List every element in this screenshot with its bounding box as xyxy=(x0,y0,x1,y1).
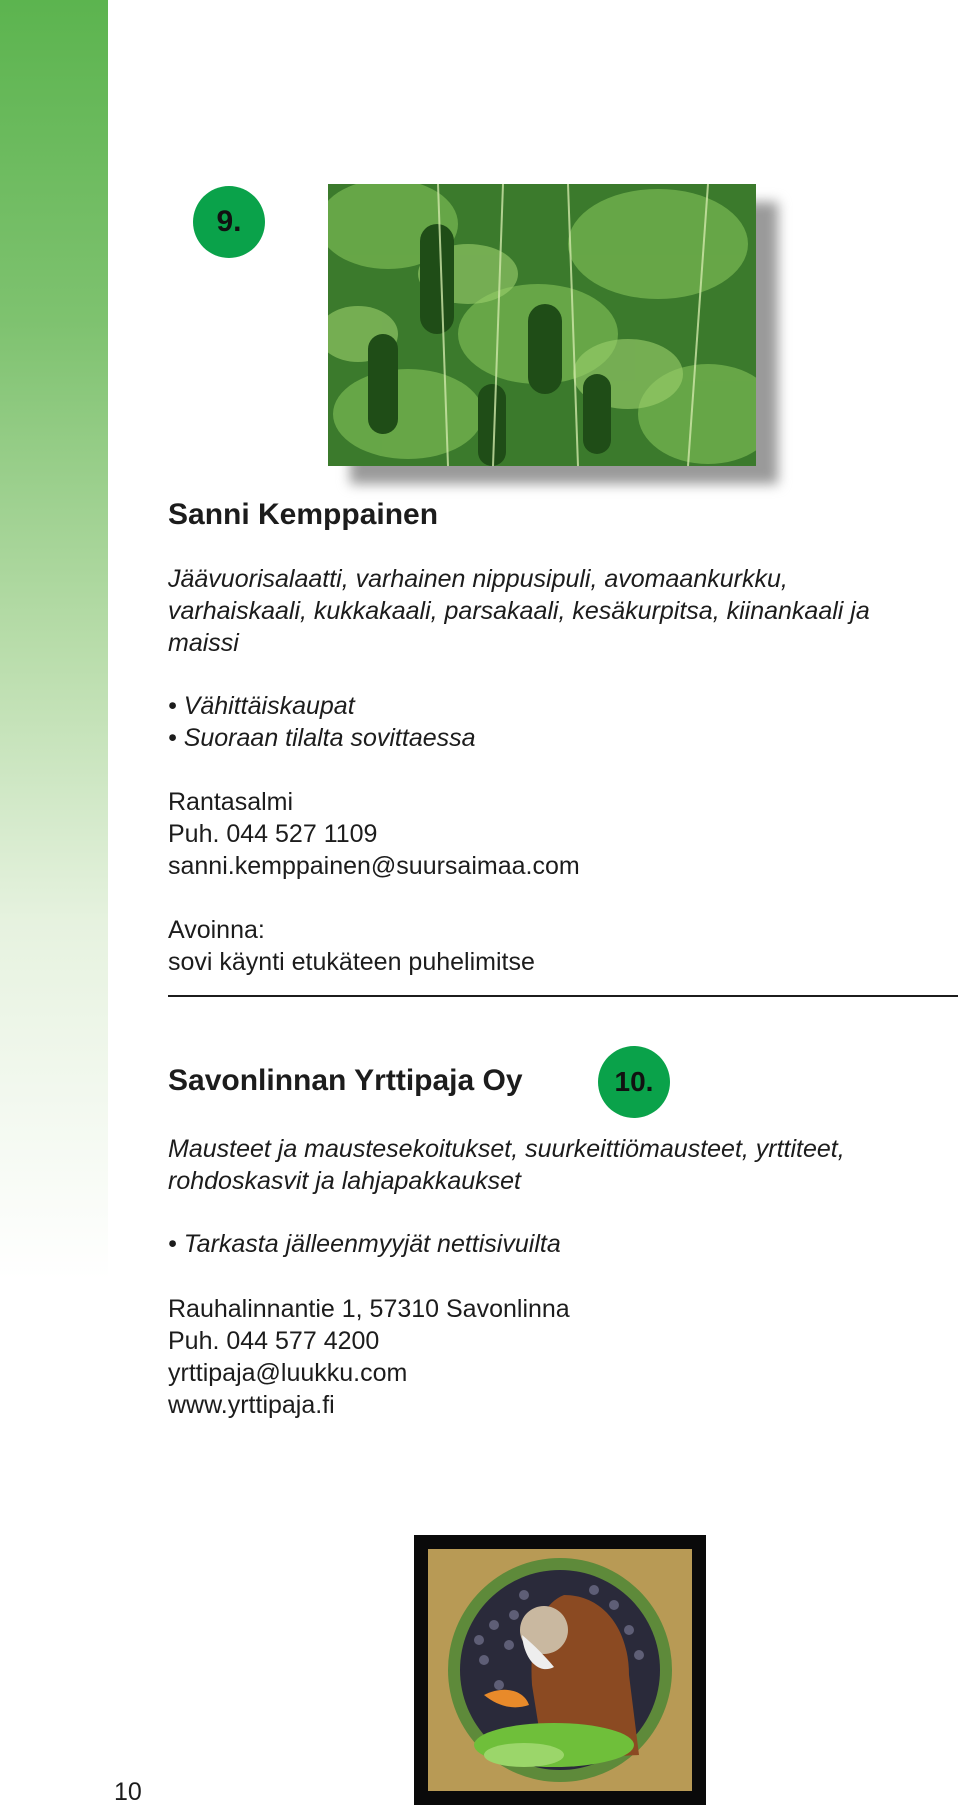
phone-number: Puh. 044 527 1109 xyxy=(168,820,378,848)
producer-name: Savonlinnan Yrttipaja Oy xyxy=(168,1064,523,1097)
website-link[interactable]: www.yrttipaja.fi xyxy=(168,1391,335,1419)
email-address: sanni.kemppainen@suursaimaa.com xyxy=(168,852,580,880)
email-address: yrttipaja@luukku.com xyxy=(168,1359,408,1387)
section-divider xyxy=(168,995,958,997)
producer-name: Sanni Kemppainen xyxy=(168,498,439,531)
sales-channel-item: • Vähittäiskaupat xyxy=(168,692,355,720)
decorative-side-band xyxy=(0,0,108,1280)
entry-number-badge: 10. xyxy=(598,1046,670,1118)
product-line: maissi xyxy=(168,629,239,657)
product-line: rohdoskasvit ja lahjapakkaukset xyxy=(168,1167,521,1195)
cucumber-photo xyxy=(328,184,756,466)
herbalist-illustration xyxy=(414,1535,706,1805)
entry-number-badge: 9. xyxy=(193,186,265,258)
opening-hours-label: Avoinna: xyxy=(168,916,265,944)
sales-channel-item: • Tarkasta jälleenmyyjät nettisivuilta xyxy=(168,1230,561,1258)
product-line: varhaiskaali, kukkakaali, parsakaali, kesäkurpitsa, kiinankaali ja xyxy=(168,597,870,625)
page-number: 10 xyxy=(114,1778,142,1806)
product-line: Jäävuorisalaatti, varhainen nippusipuli, avomaankurkku, xyxy=(168,565,788,593)
street-address: Rauhalinnantie 1, 57310 Savonlinna xyxy=(168,1295,570,1323)
sales-channel-item: • Suoraan tilalta sovittaessa xyxy=(168,724,476,752)
phone-number: Puh. 044 577 4200 xyxy=(168,1327,380,1355)
opening-hours-text: sovi käynti etukäteen puhelimitse xyxy=(168,948,535,976)
location: Rantasalmi xyxy=(168,788,294,816)
product-line: Mausteet ja maustesekoitukset, suurkeittiömausteet, yrttiteet, xyxy=(168,1135,845,1163)
